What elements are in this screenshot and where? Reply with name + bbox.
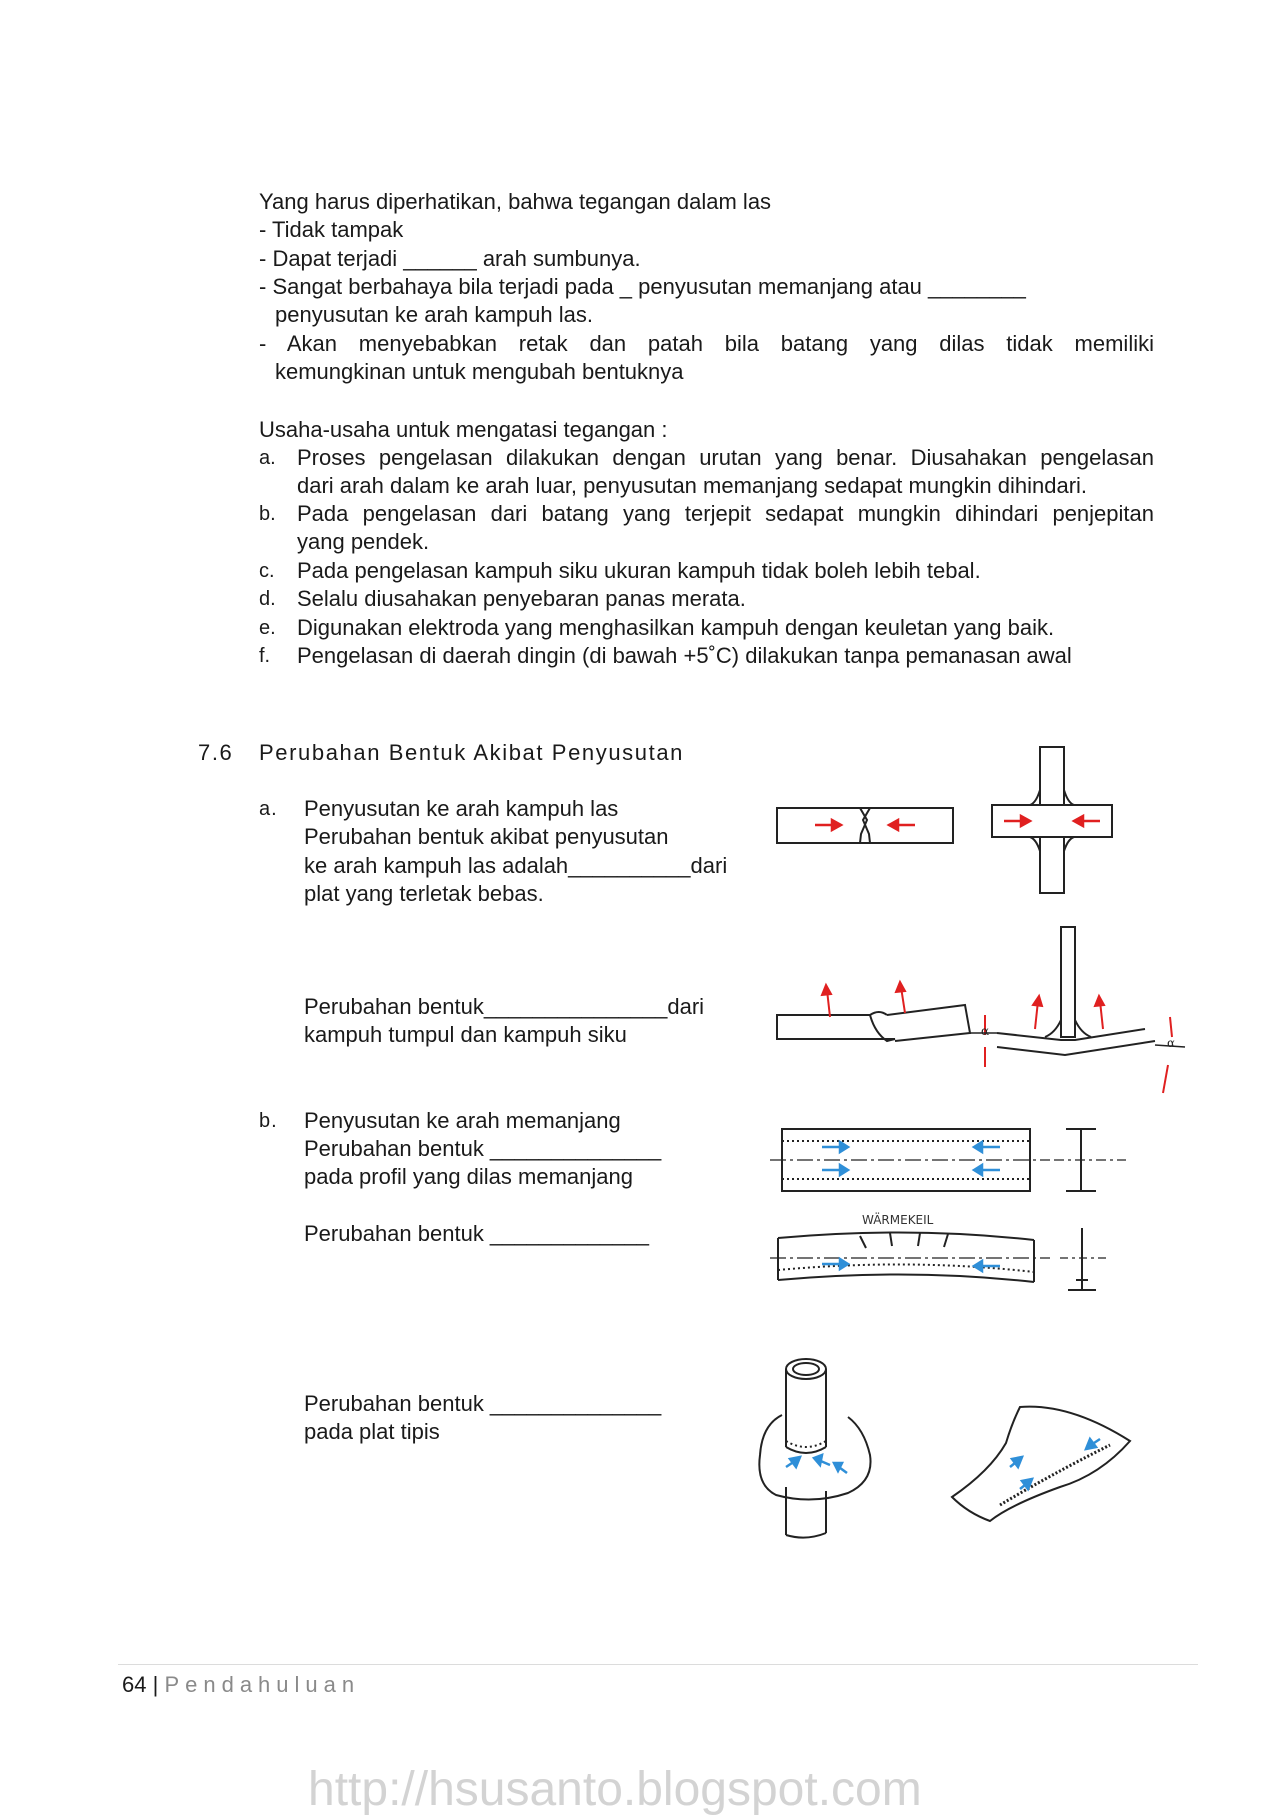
- part-a-line1: Penyusutan ke arah kampuh las: [304, 796, 619, 821]
- warmekeil-label: WÄRMEKEIL: [862, 1213, 934, 1227]
- usaha-item-a-line1: Proses pengelasan dilakukan dengan urutan yang benar. Diusahakan pengelasan: [297, 445, 1154, 470]
- part-b-line1: Penyusutan ke arah memanjang: [304, 1108, 621, 1133]
- part-a-line4: plat yang terletak bebas.: [304, 881, 544, 906]
- part-b-line6: pada plat tipis: [304, 1419, 440, 1444]
- usaha-item-c-label: c.: [259, 560, 275, 582]
- intro-lead: Yang harus diperhatikan, bahwa tegangan dalam las: [259, 189, 772, 214]
- usaha-item-a-line2: dari arah dalam ke arah luar, penyusutan memanjang sedapat mungkin dihindari.: [297, 473, 1088, 498]
- usaha-item-e-label: e.: [259, 617, 276, 639]
- usaha-item-b-line1: Pada pengelasan dari batang yang terjepit sedapat mungkin dihindari penjepitan: [297, 501, 1154, 526]
- part-a-label: a.: [259, 798, 278, 820]
- part-b-label: b.: [259, 1110, 278, 1132]
- footer-section: Pendahuluan: [164, 1672, 361, 1697]
- figure-cross-shrinkage: [990, 745, 1115, 895]
- page-number: 64 |: [122, 1672, 159, 1697]
- intro-bullet-3: - Sangat berbahaya bila terjadi pada _ penyusutan memanjang atau ________: [259, 274, 1026, 299]
- part-a-line2: Perubahan bentuk akibat penyusutan: [304, 824, 669, 849]
- usaha-item-d-label: d.: [259, 588, 276, 610]
- figure-butt-shrinkage: [775, 800, 955, 850]
- footer-divider: [118, 1664, 1198, 1665]
- alpha-label-2: α: [1167, 1036, 1176, 1050]
- figure-longitudinal-beam: [770, 1125, 1130, 1195]
- usaha-item-f-label: f.: [259, 645, 271, 667]
- footer: [122, 1671, 360, 1699]
- usaha-item-f-line1: Pengelasan di daerah dingin (di bawah +5˚C) dilakukan tanpa pemanasan awal: [297, 643, 1072, 668]
- figure-angular-butt: [775, 975, 1000, 1075]
- usaha-item-e-line1: Digunakan elektroda yang menghasilkan kampuh dengan keuletan yang baik.: [297, 615, 1055, 640]
- part-b-line2: Perubahan bentuk ______________: [304, 1136, 662, 1161]
- watermark: http://hsusanto.blogspot.com: [308, 1763, 922, 1816]
- usaha-item-d-line1: Selalu diusahakan penyebaran panas merata.: [297, 586, 746, 611]
- section-title: Perubahan Bentuk Akibat Penyusutan: [259, 740, 685, 765]
- intro-bullet-3-cont: penyusutan ke arah kampuh las.: [275, 302, 593, 327]
- part-b-line4: Perubahan bentuk _____________: [304, 1221, 649, 1246]
- figure-angular-tee: [995, 925, 1195, 1100]
- intro-bullet-4-cont: kemungkinan untuk mengubah bentuknya: [275, 359, 684, 384]
- usaha-item-a-label: a.: [259, 447, 276, 469]
- part-b-line3: pada profil yang dilas memanjang: [304, 1164, 633, 1189]
- part-a-line5: Perubahan bentuk_______________dari: [304, 994, 705, 1019]
- part-b-line5: Perubahan bentuk ______________: [304, 1391, 662, 1416]
- figure-bent-beam: [770, 1200, 1110, 1295]
- usaha-item-b-label: b.: [259, 503, 276, 525]
- section-number: 7.6: [198, 740, 234, 765]
- usaha-item-b-line2: yang pendek.: [297, 529, 430, 554]
- usaha-item-c-line1: Pada pengelasan kampuh siku ukuran kampuh tidak boleh lebih tebal.: [297, 558, 981, 583]
- intro-bullet-2: - Dapat terjadi ______ arah sumbunya.: [259, 246, 641, 271]
- figure-thin-plate: [950, 1395, 1135, 1525]
- figure-pipe-thin-plate: [752, 1355, 882, 1540]
- usaha-title: Usaha-usaha untuk mengatasi tegangan :: [259, 417, 668, 442]
- part-a-line6: kampuh tumpul dan kampuh siku: [304, 1022, 627, 1047]
- intro-bullet-4: - Akan menyebabkan retak dan patah bila batang yang dilas tidak memiliki: [259, 331, 1154, 356]
- intro-bullet-1: - Tidak tampak: [259, 217, 404, 242]
- alpha-label-1: α: [981, 1024, 990, 1038]
- part-a-line3: ke arah kampuh las adalah__________dari: [304, 853, 728, 878]
